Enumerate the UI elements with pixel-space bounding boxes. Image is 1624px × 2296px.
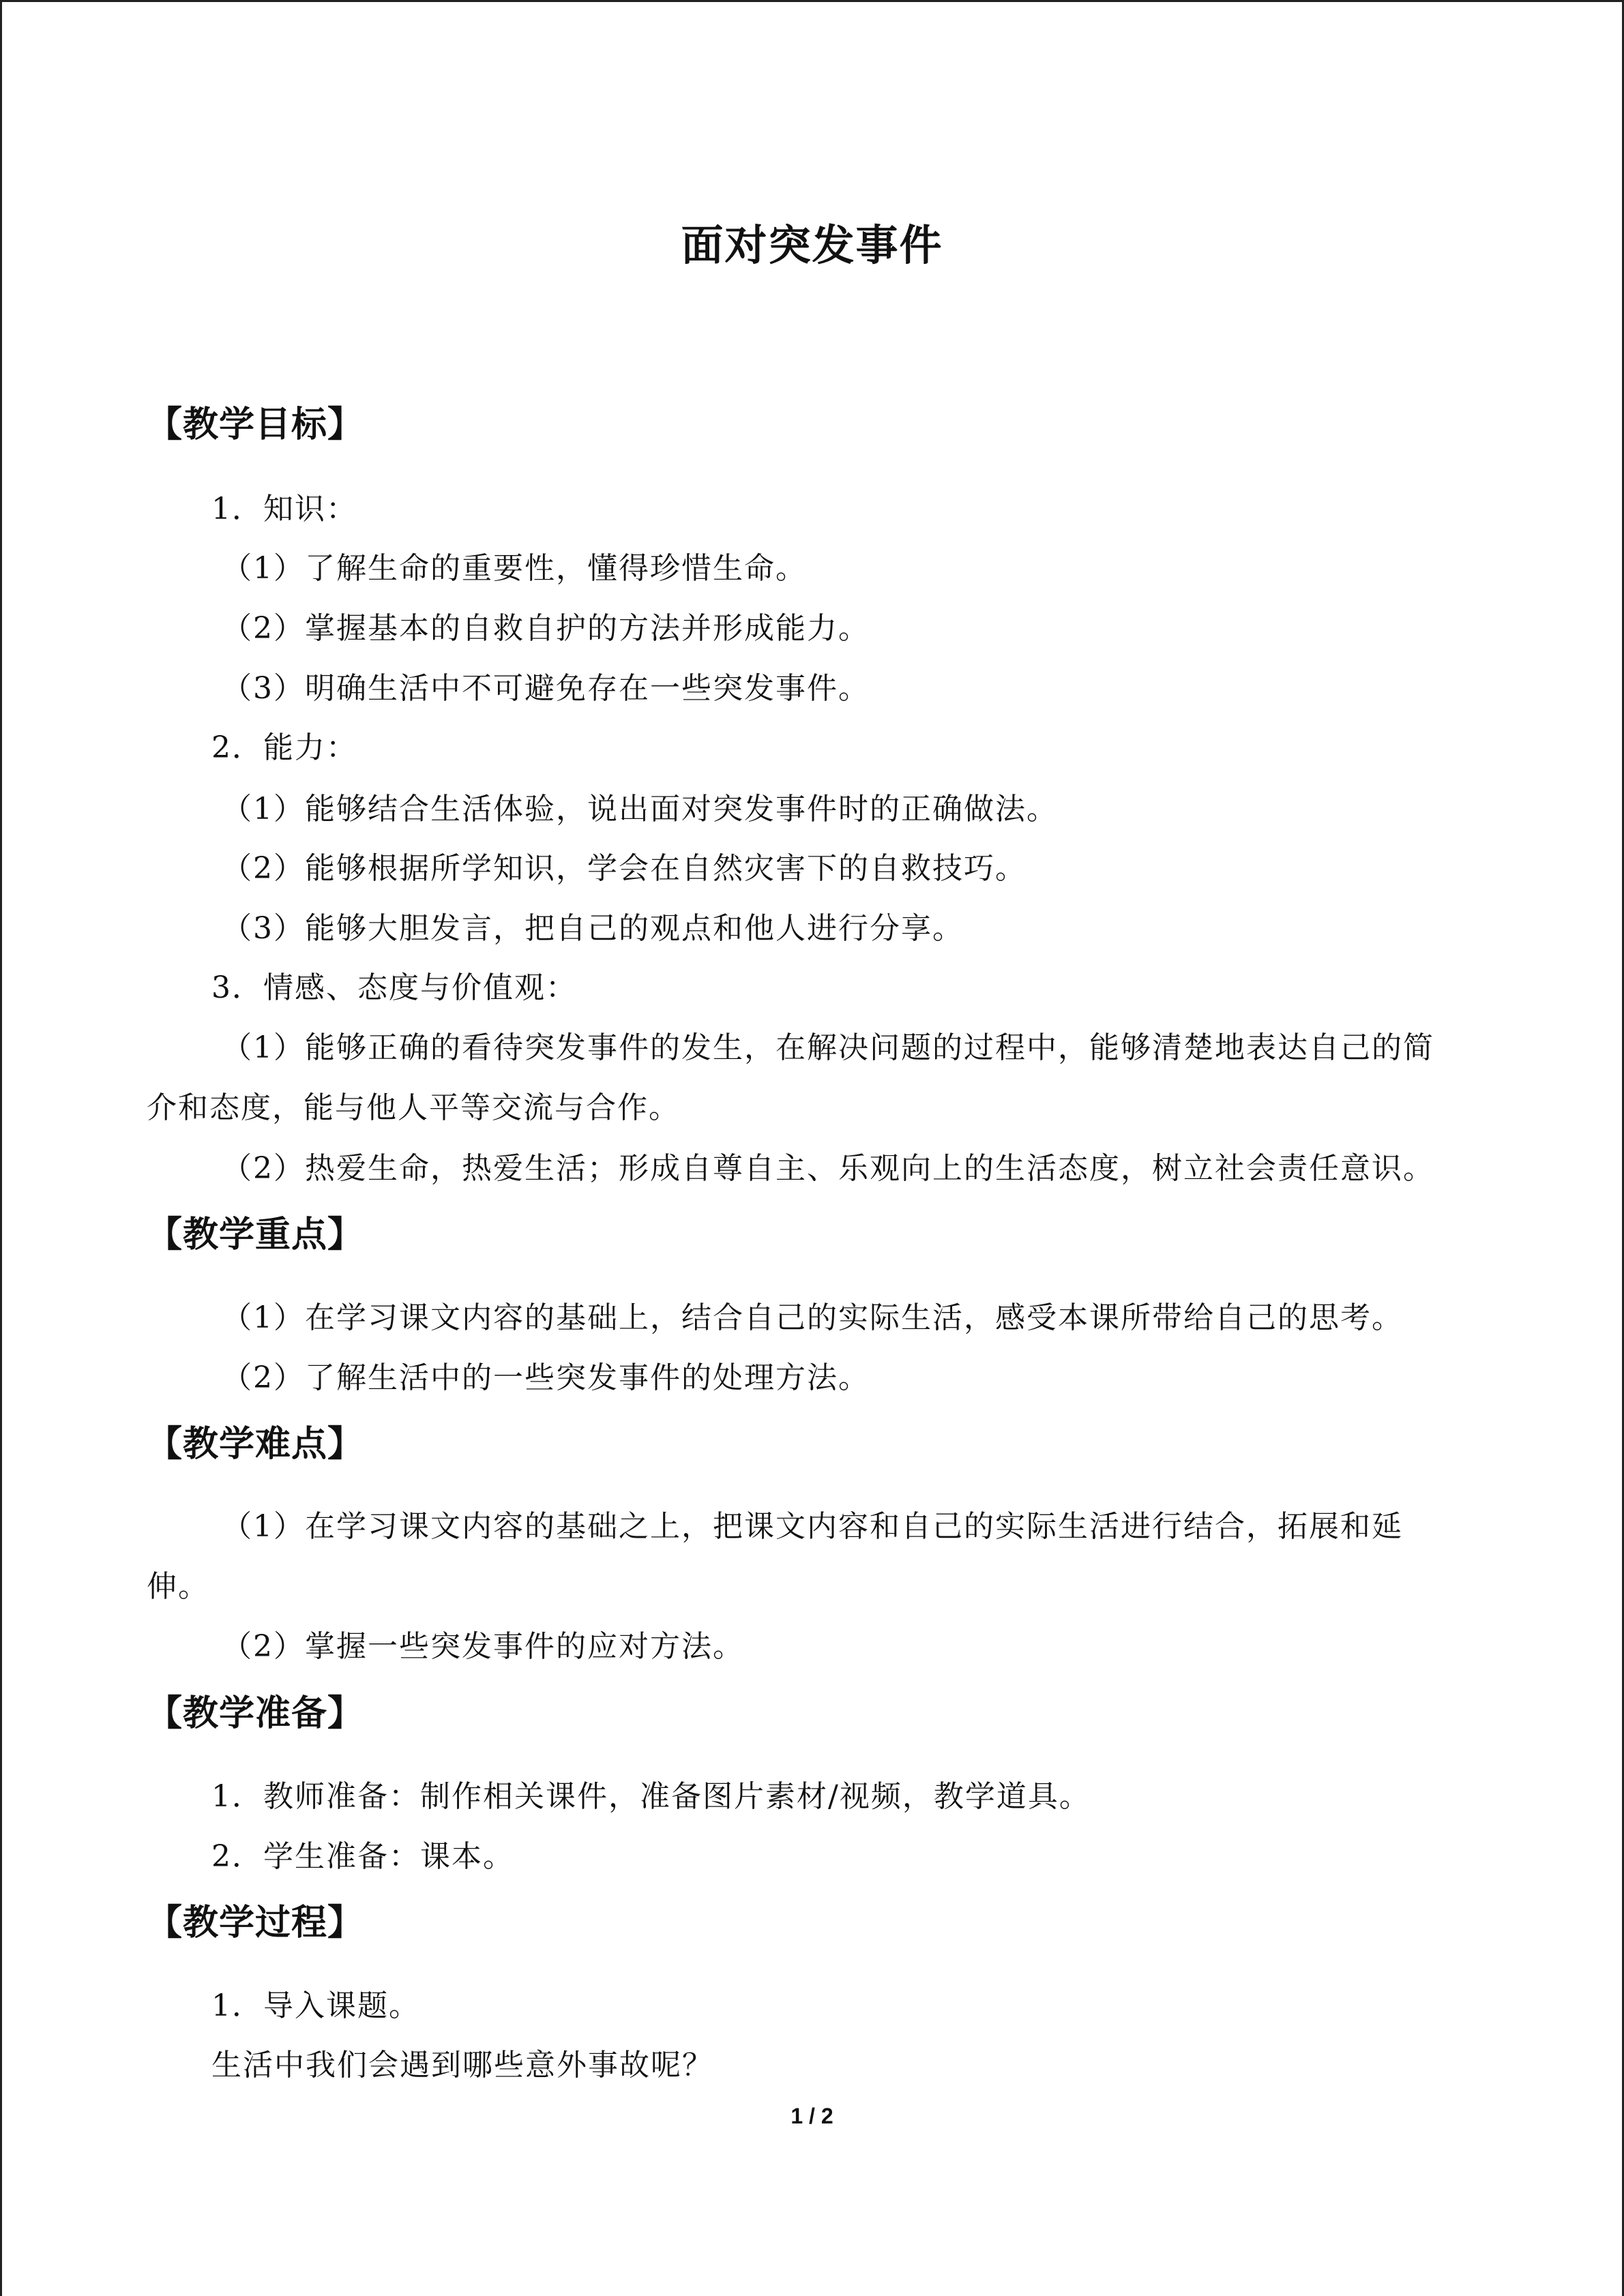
knowledge-item-1: （1）了解生命的重要性，懂得珍惜生命。 xyxy=(222,551,807,586)
key-point-2: （2）了解生活中的一些突发事件的处理方法。 xyxy=(222,1360,870,1395)
values-label: 3．情感、态度与价值观： xyxy=(211,970,577,1005)
ability-label: 2．能力： xyxy=(211,730,357,765)
heading-objectives: 【教学目标】 xyxy=(147,404,364,445)
values-item-2: （2）热爱生命，热爱生活；形成自尊自主、乐观向上的生活态度，树立社会责任意识。 xyxy=(222,1151,1434,1186)
ability-item-3: （3）能够大胆发言，把自己的观点和他人进行分享。 xyxy=(222,911,964,946)
difficulty-1-line-1: （1）在学习课文内容的基础之上，把课文内容和自己的实际生活进行结合，拓展和延 xyxy=(222,1509,1403,1544)
process-step-1: 1．导入课题。 xyxy=(211,1988,420,2023)
document-title: 面对突发事件 xyxy=(681,220,943,270)
heading-preparation: 【教学准备】 xyxy=(147,1693,364,1734)
process-question: 生活中我们会遇到哪些意外事故呢？ xyxy=(211,2048,713,2083)
values-item-1-line-1: （1）能够正确的看待突发事件的发生，在解决问题的过程中，能够清楚地表达自己的简 xyxy=(222,1030,1434,1065)
difficulty-1-line-2: 伸。 xyxy=(147,1569,209,1604)
page-number: 1 / 2 xyxy=(791,2104,833,2128)
knowledge-label: 1．知识： xyxy=(211,492,357,526)
values-item-1-line-2: 介和态度，能与他人平等交流与合作。 xyxy=(147,1090,680,1125)
ability-item-1: （1）能够结合生活体验，说出面对突发事件时的正确做法。 xyxy=(222,792,1058,826)
difficulty-2: （2）掌握一些突发事件的应对方法。 xyxy=(222,1629,744,1664)
key-point-1: （1）在学习课文内容的基础上，结合自己的实际生活，感受本课所带给自己的思考。 xyxy=(222,1300,1403,1335)
knowledge-item-2: （2）掌握基本的自救自护的方法并形成能力。 xyxy=(222,611,870,646)
ability-item-2: （2）能够根据所学知识，学会在自然灾害下的自救技巧。 xyxy=(222,851,1027,886)
heading-process: 【教学过程】 xyxy=(147,1903,364,1943)
heading-key-points: 【教学重点】 xyxy=(147,1214,364,1255)
heading-difficulties: 【教学难点】 xyxy=(147,1424,364,1465)
preparation-item-1: 1．教师准备：制作相关课件，准备图片素材/视频，教学道具。 xyxy=(211,1779,1091,1814)
preparation-item-2: 2．学生准备：课本。 xyxy=(211,1839,514,1874)
knowledge-item-3: （3）明确生活中不可避免存在一些突发事件。 xyxy=(222,671,870,706)
